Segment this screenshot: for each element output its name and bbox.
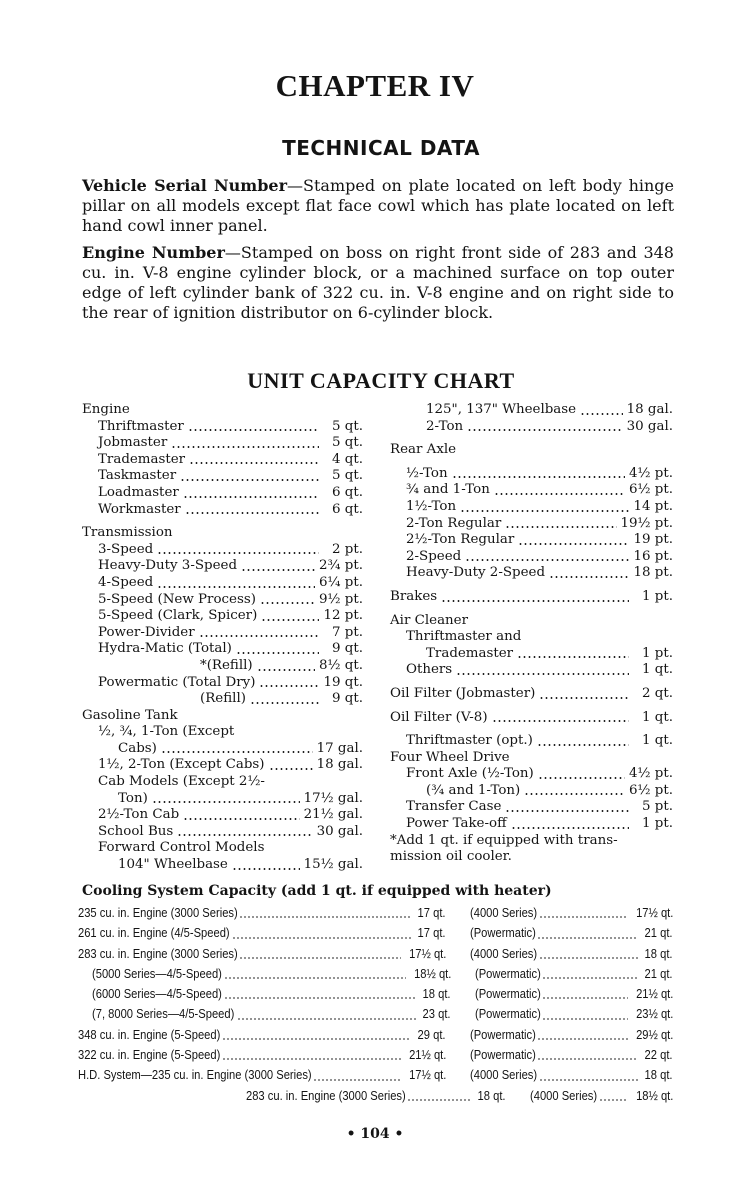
- row-label: 104" Wheelbase: [118, 857, 228, 873]
- cooling-row: [78, 1004, 673, 1024]
- row-label: Engine: [82, 402, 130, 417]
- cooling-alt-label: (Powermatic): [470, 925, 536, 941]
- row-value: 12 pt.: [323, 608, 363, 624]
- capacity-row: [390, 589, 673, 606]
- cooling-right-cell: [475, 984, 673, 1004]
- cooling-left-cell: [78, 984, 451, 1004]
- row-value: 19 pt.: [633, 532, 673, 548]
- row-label: Trademaster: [98, 451, 186, 467]
- cooling-alt-value: 18½ qt.: [635, 1087, 673, 1103]
- cooling-alt-value: 18 qt.: [645, 945, 673, 961]
- row-value: 17 gal.: [316, 740, 363, 756]
- row-label: ½-Ton: [406, 465, 448, 481]
- dot-leader: [460, 510, 629, 512]
- cooling-alt-label: (4000 Series): [470, 1067, 538, 1083]
- cooling-value: 18 qt.: [477, 1087, 506, 1103]
- dot-leader: [180, 479, 319, 481]
- row-label: 2½-Ton Cab: [98, 807, 180, 823]
- dot-leader: [517, 656, 629, 658]
- cooling-alt-label: (Powermatic): [474, 1006, 541, 1022]
- cooling-value: 17½ qt.: [408, 1067, 446, 1083]
- row-value: 1 pt.: [642, 645, 673, 661]
- row-value: 6 qt.: [332, 501, 363, 517]
- cooling-alt-value: 21 qt.: [645, 965, 673, 981]
- row-label: Workmaster: [98, 501, 181, 517]
- dot-leader: [456, 673, 629, 675]
- capacity-row: [390, 499, 673, 516]
- row-label: Forward Control Models: [98, 840, 265, 856]
- cooling-label: 283 cu. in. Engine (3000 Series): [78, 945, 238, 961]
- row-label: ¾ and 1-Ton: [406, 482, 490, 498]
- row-label: Thriftmaster: [98, 418, 184, 434]
- capacity-row: [82, 774, 363, 791]
- row-label: Oil Filter (Jobmaster): [390, 685, 536, 701]
- cooling-value: 17 qt.: [418, 905, 446, 920]
- dot-leader: [518, 543, 629, 545]
- row-value: 30 gal.: [316, 823, 363, 839]
- capacity-row: [390, 799, 673, 816]
- cooling-alt-value: 23½ qt.: [635, 1006, 673, 1022]
- row-label: 3-Speed: [98, 541, 154, 557]
- row-value: 5 pt.: [642, 799, 673, 815]
- capacity-row: [390, 442, 673, 459]
- row-value: 6 qt.: [332, 484, 363, 500]
- dot-leader: [152, 801, 300, 803]
- row-value: 7 pt.: [332, 624, 363, 640]
- capacity-row: [390, 466, 673, 483]
- row-label: *(Refill): [200, 657, 253, 673]
- capacity-row: [390, 402, 673, 419]
- dot-leader: [224, 997, 417, 999]
- cooling-left-cell: [78, 1025, 446, 1045]
- capacity-row: [82, 452, 363, 469]
- capacity-row: [390, 565, 673, 582]
- paragraph-text: —Stamped on boss on right front side of 283 and 348 cu. in. V-8 engine cylinder block, or a machined surface on top outer edge of left cylinder bank of 322 cu. in. V-8 engine and on right side to the rear of ignition distributor on 6-cylinder block.: [82, 243, 674, 322]
- capacity-row: [82, 575, 363, 592]
- capacity-row: [82, 502, 363, 519]
- row-value: 9½ pt.: [319, 591, 363, 607]
- row-value: 6¼ pt.: [319, 574, 363, 590]
- capacity-row: [390, 686, 673, 703]
- capacity-row: [390, 833, 673, 850]
- row-value: 2¾ pt.: [319, 558, 363, 574]
- dot-leader: [239, 957, 400, 959]
- row-label: Jobmaster: [98, 435, 168, 451]
- row-label: *Add 1 qt. if equipped with trans-: [390, 832, 618, 848]
- capacity-row: [390, 532, 673, 549]
- cooling-right-cell: [470, 903, 673, 923]
- capacity-row: [390, 646, 673, 663]
- capacity-row: [82, 608, 363, 625]
- row-label: (¾ and 1-Ton): [426, 782, 521, 798]
- row-label: 1½, 2-Ton (Except Cabs): [98, 757, 265, 773]
- cooling-value: 18 qt.: [423, 986, 451, 1002]
- cooling-value: 17 qt.: [418, 925, 446, 941]
- row-value: 1 pt.: [642, 588, 673, 604]
- cooling-label: 348 cu. in. Engine (5-Speed): [78, 1026, 221, 1042]
- dot-leader: [505, 810, 629, 812]
- dot-leader: [222, 1058, 401, 1060]
- dot-leader: [177, 834, 312, 836]
- capacity-row: [390, 662, 673, 679]
- row-value: 4½ pt.: [629, 465, 673, 481]
- row-value: 4½ pt.: [629, 766, 673, 782]
- cooling-left-cell: [78, 923, 446, 943]
- row-label: Heavy-Duty 2-Speed: [406, 565, 546, 581]
- cooling-alt-value: 18 qt.: [645, 1067, 673, 1083]
- cooling-right-cell: [470, 1065, 673, 1085]
- dot-leader: [511, 827, 629, 829]
- capacity-row: [82, 542, 363, 559]
- capacity-row: [82, 419, 363, 436]
- dot-leader: [542, 977, 638, 979]
- cooling-alt-label: (Powermatic): [470, 1026, 536, 1042]
- capacity-left-column: [82, 402, 363, 874]
- row-value: 15½ gal.: [303, 857, 363, 873]
- row-value: 1 qt.: [642, 733, 673, 749]
- dot-leader: [539, 916, 627, 918]
- row-label: 2-Ton Regular: [406, 515, 502, 531]
- row-value: 19 qt.: [323, 674, 363, 690]
- cooling-alt-label: (Powermatic): [470, 1047, 536, 1063]
- cooling-row: [78, 1025, 673, 1045]
- row-value: 8½ qt.: [319, 657, 363, 673]
- row-label: Others: [406, 662, 453, 678]
- chart-title: UNIT CAPACITY CHART: [247, 368, 515, 393]
- cooling-title: Cooling System Capacity (add 1 qt. if equipped with heater): [82, 883, 552, 899]
- row-label: Front Axle (½-Ton): [406, 766, 534, 782]
- cooling-alt-label: (Powermatic): [474, 965, 541, 981]
- row-label: Thriftmaster (opt.): [406, 733, 533, 749]
- row-label: Brakes: [390, 588, 438, 604]
- dot-leader: [189, 462, 319, 464]
- row-value: 2 qt.: [642, 685, 673, 701]
- capacity-row: [82, 592, 363, 609]
- dot-leader: [537, 1058, 638, 1060]
- dot-leader: [539, 957, 638, 959]
- section-title: TECHNICAL DATA: [282, 136, 480, 160]
- cooling-label: 261 cu. in. Engine (4/5-Speed): [78, 925, 230, 941]
- row-value: 18 gal.: [316, 757, 363, 773]
- dot-leader: [236, 652, 319, 654]
- row-value: 5 qt.: [332, 418, 363, 434]
- capacity-row: [82, 857, 363, 874]
- capacity-row: [82, 641, 363, 658]
- cooling-label: (5000 Series—4/5-Speed): [92, 965, 222, 981]
- capacity-row: [390, 482, 673, 499]
- row-value: 9 qt.: [332, 641, 363, 657]
- row-value: 14 pt.: [633, 498, 673, 514]
- dot-leader: [232, 937, 411, 939]
- capacity-row: [82, 824, 363, 841]
- capacity-row: [82, 708, 363, 725]
- dot-leader: [237, 1018, 417, 1020]
- capacity-row: [390, 816, 673, 833]
- cooling-label: 322 cu. in. Engine (5-Speed): [78, 1047, 221, 1063]
- capacity-row: [82, 658, 363, 675]
- row-value: 4 qt.: [332, 451, 363, 467]
- row-value: 9 qt.: [332, 691, 363, 707]
- row-value: 17½ gal.: [303, 790, 363, 806]
- row-value: 1 qt.: [642, 662, 673, 678]
- row-value: 19½ pt.: [620, 515, 673, 531]
- cooling-value: 29 qt.: [418, 1026, 446, 1042]
- row-label: School Bus: [98, 823, 174, 839]
- capacity-row: [82, 840, 363, 857]
- cooling-row: [78, 944, 673, 964]
- capacity-row: [82, 691, 363, 708]
- cooling-left-cell: [78, 1004, 451, 1024]
- cooling-right-cell: [530, 1086, 673, 1106]
- row-label: Powermatic (Total Dry): [98, 674, 256, 690]
- dot-leader: [241, 569, 315, 571]
- dot-leader: [542, 997, 627, 999]
- row-value: 5 qt.: [332, 468, 363, 484]
- cooling-alt-label: (4000 Series): [470, 945, 538, 961]
- row-value: 18 pt.: [633, 565, 673, 581]
- dot-leader: [441, 600, 629, 602]
- dot-leader: [542, 1018, 627, 1020]
- cooling-right-cell: [470, 923, 673, 943]
- row-value: 6½ pt.: [629, 782, 673, 798]
- cooling-value: 18½ qt.: [413, 965, 451, 981]
- row-value: 18 gal.: [626, 402, 673, 417]
- row-label: 2-Ton: [426, 418, 464, 434]
- cooling-label: 235 cu. in. Engine (3000 Series): [78, 905, 238, 920]
- row-value: 21½ gal.: [303, 807, 363, 823]
- cooling-alt-value: 22 qt.: [645, 1047, 673, 1063]
- cooling-alt-value: 21½ qt.: [635, 986, 673, 1002]
- dot-leader: [250, 702, 319, 704]
- capacity-row: [82, 625, 363, 642]
- row-label: 2½-Ton Regular: [406, 532, 515, 548]
- dot-leader: [580, 413, 623, 415]
- row-label: ½, ¾, 1-Ton (Except: [98, 724, 235, 740]
- row-label: Oil Filter (V-8): [390, 709, 488, 725]
- cooling-label: (6000 Series—4/5-Speed): [92, 986, 222, 1002]
- dot-leader: [524, 793, 625, 795]
- dot-leader: [171, 446, 319, 448]
- row-label: Air Cleaner: [390, 612, 468, 628]
- cooling-label: (7, 8000 Series—4/5-Speed): [92, 1006, 235, 1022]
- capacity-row: [390, 733, 673, 750]
- row-label: 5-Speed (New Process): [98, 591, 256, 607]
- row-label: (Refill): [200, 691, 246, 707]
- capacity-row: [82, 468, 363, 485]
- dot-leader: [539, 697, 629, 699]
- row-label: Cabs): [118, 740, 157, 756]
- capacity-row: [390, 783, 673, 800]
- cooling-alt-label: (4000 Series): [470, 905, 538, 920]
- dot-leader: [259, 685, 319, 687]
- cooling-row: [78, 984, 673, 1004]
- row-value: 1 qt.: [642, 709, 673, 725]
- cooling-alt-label: (Powermatic): [474, 986, 541, 1002]
- capacity-row: [390, 629, 673, 646]
- cooling-label: 283 cu. in. Engine (3000 Series): [246, 1087, 406, 1103]
- cooling-alt-label: (4000 Series): [529, 1087, 597, 1103]
- dot-leader: [549, 576, 629, 578]
- cooling-row: [78, 923, 673, 943]
- row-label: 125", 137" Wheelbase: [426, 402, 577, 417]
- dot-leader: [599, 1099, 628, 1101]
- capacity-row: [390, 516, 673, 533]
- dot-leader: [539, 1079, 638, 1081]
- row-label: 1½-Ton: [406, 498, 457, 514]
- dot-leader: [161, 751, 313, 753]
- cooling-row: [78, 1086, 673, 1106]
- cooling-left-cell: [78, 903, 446, 923]
- dot-leader: [185, 512, 319, 514]
- row-label: Power Take-off: [406, 816, 507, 832]
- row-label: mission oil cooler.: [390, 849, 512, 865]
- row-value: 30 gal.: [626, 418, 673, 434]
- cooling-row: [78, 903, 673, 923]
- cooling-value: 21½ qt.: [408, 1047, 446, 1063]
- capacity-row: [390, 613, 673, 630]
- row-label: Power-Divider: [98, 624, 195, 640]
- capacity-row: [82, 807, 363, 824]
- capacity-row: [390, 766, 673, 783]
- cooling-right-cell: [475, 964, 673, 984]
- row-label: Trademaster: [426, 645, 514, 661]
- row-value: 6½ pt.: [629, 482, 673, 498]
- paragraph-text: —Stamped on plate located on left body hinge pillar on all models except flat face cowl which has plate located on left hand cowl inner panel.: [82, 176, 675, 235]
- row-label: Loadmaster: [98, 484, 179, 500]
- dot-leader: [239, 916, 411, 918]
- row-label: Transfer Case: [406, 799, 502, 815]
- dot-leader: [188, 429, 319, 431]
- cooling-left-cell: [78, 964, 451, 984]
- cooling-label: H.D. System—235 cu. in. Engine (3000 Series): [78, 1067, 312, 1083]
- dot-leader: [452, 476, 625, 478]
- capacity-row: [82, 724, 363, 741]
- row-label: 5-Speed (Clark, Spicer): [98, 608, 258, 624]
- row-label: Hydra-Matic (Total): [98, 641, 232, 657]
- cooling-alt-value: 29½ qt.: [635, 1026, 673, 1042]
- row-label: Cab Models (Except 2½-: [98, 774, 265, 790]
- dot-leader: [407, 1099, 471, 1101]
- cooling-table: [78, 903, 673, 1106]
- cooling-value: 23 qt.: [423, 1006, 451, 1022]
- row-label: Thriftmaster and: [406, 629, 522, 645]
- cooling-row: [78, 964, 673, 984]
- capacity-row: [82, 791, 363, 808]
- row-label: Rear Axle: [390, 442, 457, 458]
- cooling-left-cell: [78, 1045, 446, 1065]
- capacity-row: [82, 435, 363, 452]
- dot-leader: [467, 429, 622, 431]
- cooling-right-cell: [470, 1045, 673, 1065]
- cooling-alt-value: 21 qt.: [645, 925, 673, 941]
- dot-leader: [538, 777, 625, 779]
- capacity-row: [390, 549, 673, 566]
- dot-leader: [257, 669, 315, 671]
- row-label: Four Wheel Drive: [390, 749, 510, 765]
- cooling-right-cell: [470, 1025, 673, 1045]
- row-value: 1 pt.: [642, 816, 673, 832]
- capacity-row: [82, 402, 363, 419]
- dot-leader: [183, 818, 299, 820]
- row-label: 2-Speed: [406, 548, 462, 564]
- cooling-value: 17½ qt.: [408, 945, 446, 961]
- capacity-row: [82, 485, 363, 502]
- dot-leader: [492, 720, 629, 722]
- dot-leader: [537, 937, 638, 939]
- dot-leader: [465, 559, 629, 561]
- engine-number-paragraph: [82, 243, 674, 323]
- row-label: Gasoline Tank: [82, 707, 178, 723]
- cooling-left-cell: [78, 1065, 446, 1085]
- page-number: • 104 •: [346, 1126, 404, 1142]
- dot-leader: [261, 619, 319, 621]
- dot-leader: [494, 493, 625, 495]
- dot-leader: [260, 602, 315, 604]
- dot-leader: [269, 768, 313, 770]
- paragraph-term: Vehicle Serial Number: [82, 176, 288, 195]
- dot-leader: [313, 1079, 400, 1081]
- dot-leader: [222, 1038, 412, 1040]
- chapter-heading: CHAPTER IV: [275, 68, 475, 103]
- capacity-row: [390, 750, 673, 767]
- capacity-row: [82, 741, 363, 758]
- row-value: 2 pt.: [332, 541, 363, 557]
- capacity-row: [390, 419, 673, 436]
- row-label: Taskmaster: [98, 468, 177, 484]
- cooling-left-cell: [78, 944, 446, 964]
- cooling-right-cell: [475, 1004, 673, 1024]
- cooling-alt-value: 17½ qt.: [635, 905, 673, 920]
- dot-leader: [157, 586, 315, 588]
- row-value: 16 pt.: [633, 548, 673, 564]
- cooling-right-cell: [470, 944, 673, 964]
- dot-leader: [537, 744, 629, 746]
- vehicle-serial-paragraph: [82, 176, 674, 236]
- capacity-row: [82, 558, 363, 575]
- row-label: Ton): [118, 790, 148, 806]
- capacity-row: [390, 849, 673, 866]
- cooling-row: [78, 1065, 673, 1085]
- dot-leader: [537, 1038, 627, 1040]
- dot-leader: [199, 635, 319, 637]
- capacity-row: [82, 757, 363, 774]
- cooling-row: [78, 1045, 673, 1065]
- row-label: 4-Speed: [98, 574, 154, 590]
- capacity-row: [390, 710, 673, 727]
- paragraph-term: Engine Number: [82, 243, 225, 262]
- capacity-row: [82, 675, 363, 692]
- row-label: Heavy-Duty 3-Speed: [98, 558, 238, 574]
- dot-leader: [157, 552, 319, 554]
- capacity-right-column: [390, 402, 673, 866]
- cooling-left-cell: [78, 1086, 506, 1106]
- row-value: 5 qt.: [332, 435, 363, 451]
- dot-leader: [224, 977, 406, 979]
- dot-leader: [183, 496, 319, 498]
- dot-leader: [232, 868, 300, 870]
- dot-leader: [505, 526, 616, 528]
- capacity-row: [82, 525, 363, 542]
- row-label: Transmission: [82, 525, 173, 541]
